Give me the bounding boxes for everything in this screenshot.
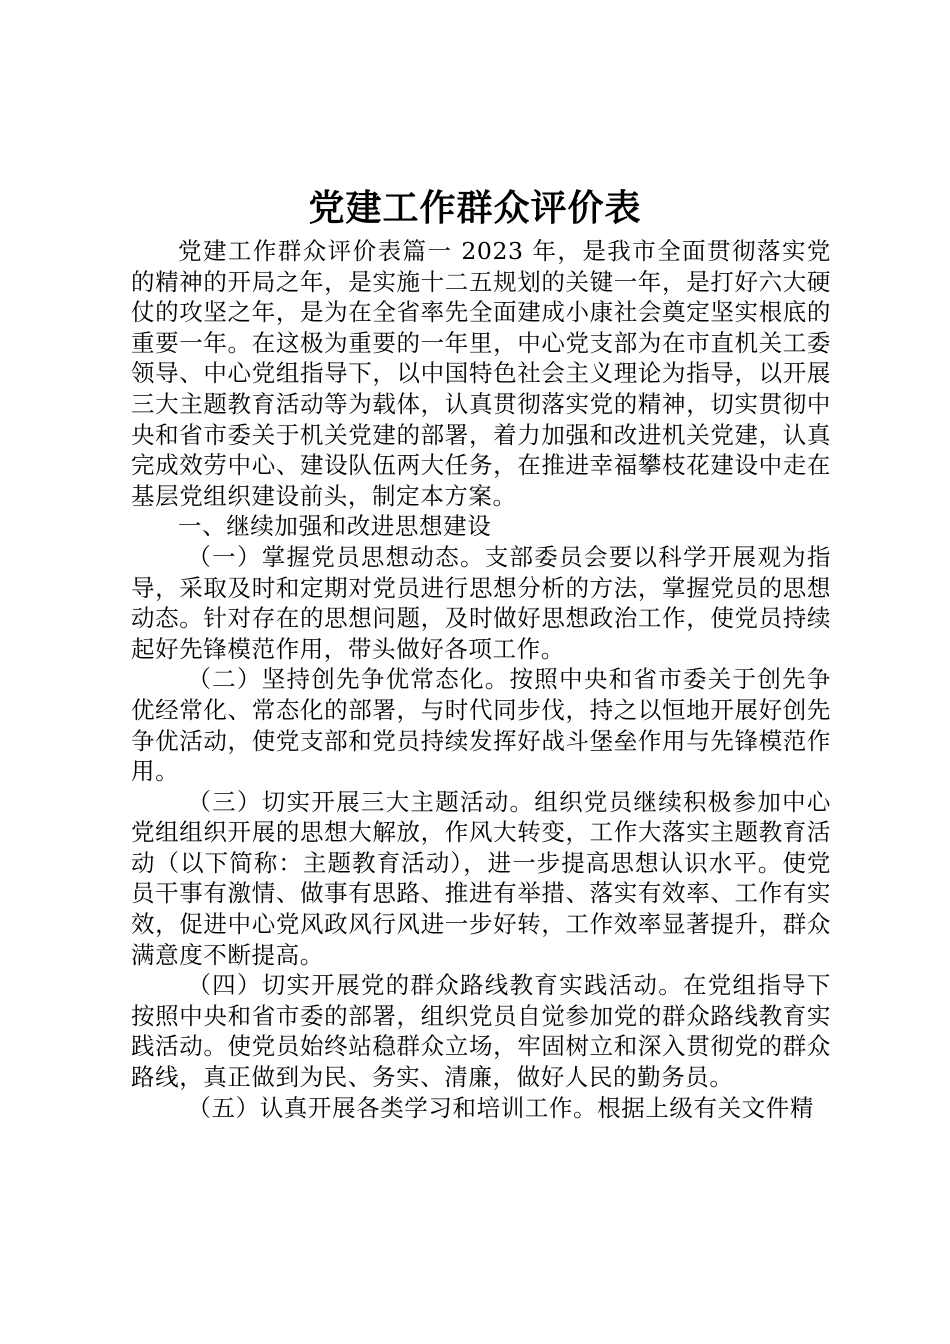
paragraph-item-3: （三）切实开展三大主题活动。组织党员继续积极参加中心党组组织开展的思想大解放，作风大转变，工作大落实主题教育活动（以下简称：主题教育活动），进一步提高思想认识水平。使党员干事有激情、做事有思路、推进有举措、落实有效率、工作有实效，促进中心党风政风行风进一步好转，工作效率显著提升，群众满意度不断提高。 [131, 787, 831, 969]
document-body [131, 236, 831, 1123]
document-title: 党建工作群众评价表 [308, 187, 642, 229]
section-heading: 一、继续加强和改进思想建设 [178, 512, 492, 541]
paragraph-item-4: （四）切实开展党的群众路线教育实践活动。在党组指导下按照中央和省市委的部署，组织党员自觉参加党的群众路线教育实践活动。使党员始终站稳群众立场，牢固树立和深入贯彻党的群众路线，真正做到为民、务实、清廉，做好人民的勤务员。 [131, 971, 831, 1092]
paragraph-item-1: （一）掌握党员思想动态。支部委员会要以科学开展观为指导，采取及时和定期对党员进行思想分析的方法，掌握党员的思想动态。针对存在的思想问题，及时做好思想政治工作，使党员持续起好先锋模范作用，带头做好各项工作。 [131, 542, 831, 663]
paragraph-item-2: （二）坚持创先争优常态化。按照中央和省市委关于创先争优经常化、常态化的部署，与时代同步伐，持之以恒地开展好创先争优活动，使党支部和党员持续发挥好战斗堡垒作用与先锋模范作用。 [131, 665, 831, 786]
paragraph-item-5: （五）认真开展各类学习和培训工作。根据上级有关文件精 [187, 1093, 814, 1122]
intro-paragraph: 党建工作群众评价表篇一 2023 年，是我市全面贯彻落实党的精神的开局之年，是实施十二五规划的关键一年，是打好六大硬仗的攻坚之年，是为在全省率先全面建成小康社会奠定坚实根底的重要一年。在这极为重要的一年里，中心党支部为在市直机关工委领导、中心党组指导下，以中国特色社会主义理论为指导，以开展三大主题教育活动等为载体，认真贯彻落实党的精神，切实贯彻中央和省市委关于机关党建的部署，着力加强和改进机关党建，认真完成效劳中心、建设队伍两大任务，在推进幸福攀枝花建设中走在基层党组织建设前头，制定本方案。 [131, 237, 831, 510]
